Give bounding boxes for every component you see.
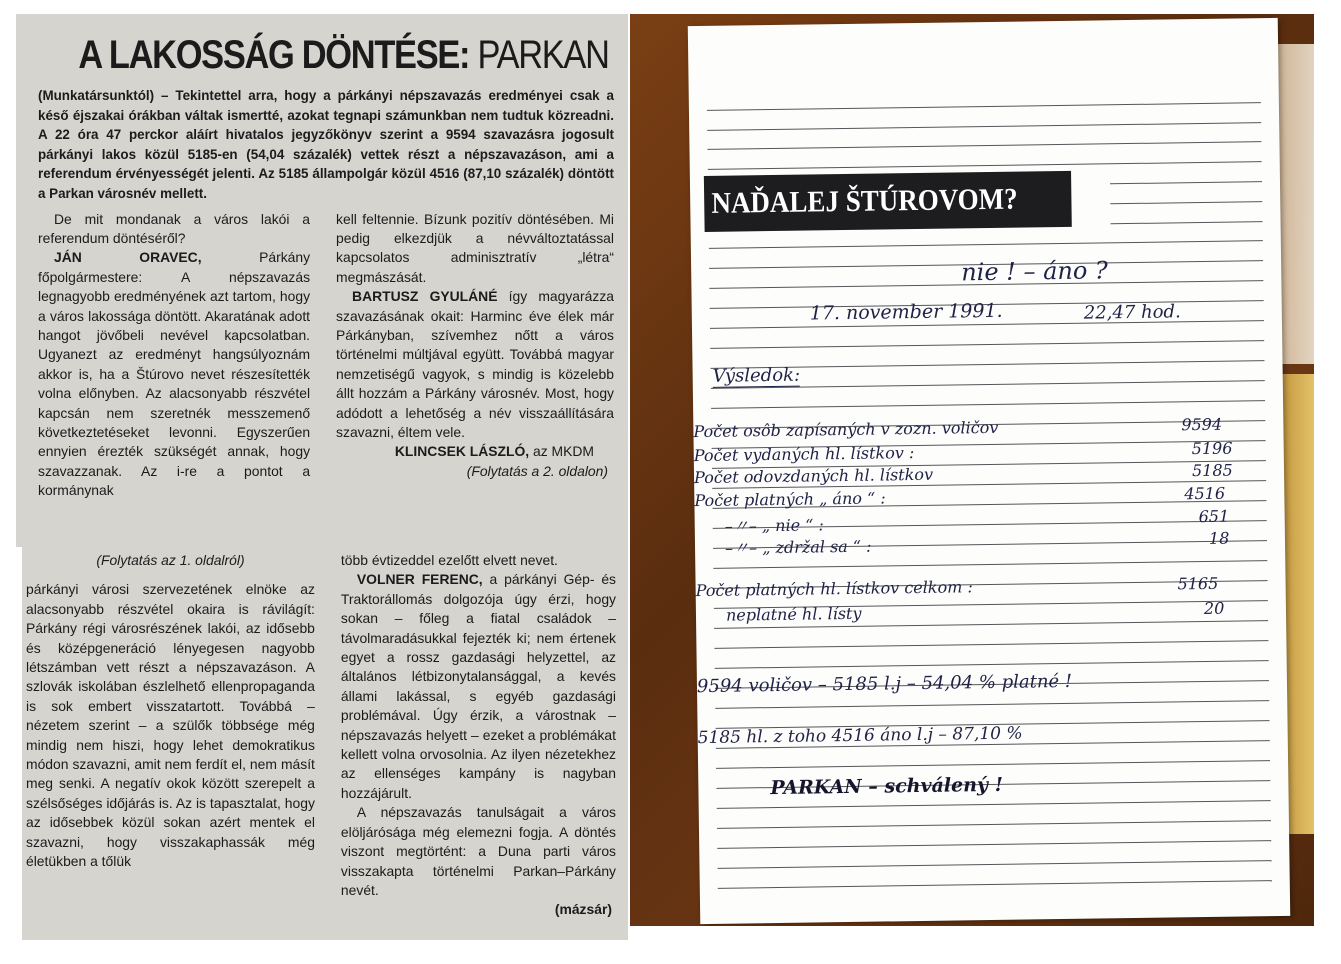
- handwritten-results-label: Výsledok:: [712, 364, 801, 387]
- ruled-line: [707, 141, 1261, 150]
- result-row-value: 5196: [1191, 438, 1233, 459]
- ruled-line: [717, 800, 1271, 809]
- handwritten-summary-yes: 5185 hl. z toho 4516 áno l.j – 87,10 %: [697, 723, 1023, 749]
- col1-paragraph: [38, 248, 310, 500]
- sheet-title-clipping: NAĎALEJ ŠTÚROVOM?: [704, 171, 1072, 232]
- col1-intro: De mit mondanak a város lakói a referendum döntéséről?: [38, 210, 311, 246]
- result-row-value: 5185: [1191, 460, 1233, 481]
- result-row-label: Počet osôb zapísaných v zozn. voličov: [693, 417, 999, 442]
- article-columns-top: [38, 210, 614, 501]
- article-author: (mázsár): [554, 901, 612, 918]
- handwritten-verdict: PARKAN – schválený !: [770, 773, 1004, 800]
- col2-signature-rest: az MKDM: [529, 443, 594, 460]
- article-column-4: [341, 551, 616, 920]
- col4-text: a párkányi Gép- és Traktorállomás dolgozója úgy érzi, hogy sokan – főleg a fiatal családok – távolmaradásukkal fejezték ki; nem értenek egyet a rossz gazdasági helyzettel, az általános létbizonytalansággal, a kevés állami lakással, s egyéb gazdasági problémával. Úgy érzik, a várostnak – népszavazás helyett – ezeket a problémákat kellett volna orvosolnia. Az ilyen nézetekhez az ellenséges kampány is nagyban hozzájárult.: [340, 571, 617, 801]
- result-row-label: –〃– „ zdržal sa “ :: [724, 536, 872, 558]
- result-row-value: 9594: [1181, 414, 1223, 435]
- col2-paragraph: [336, 287, 614, 442]
- article-lead: (Munkatársunktól) – Tekintettel arra, hogy a párkányi népszavazás eredményei csak a késő éjszakai órákban váltak ismertté, azokat tegnapi számunkban nem tudtuk közreadni. A 22 óra 47 perckor aláírt hivatalos jegyzőkönyv szerint a 9594 szavazásra jogosult párkányi lakos közül 5185-en (54,04 százalék) vettek részt a népszavazáson, ami a referendum érvényességét jelenti. Az 5185 állampolgár közül 4516 (87,10 százalék) döntött a Parkan városnév mellett.: [38, 88, 614, 201]
- photo-of-tally-sheet: [630, 14, 1314, 926]
- continued-from-page-1: (Folytatás az 1. oldalról): [96, 552, 245, 568]
- ruled-line: [710, 340, 1264, 349]
- result-row-label: Počet platných hl. lístkov celkom :: [695, 577, 973, 601]
- ruled-line: [709, 240, 1263, 249]
- speaker-name: KLINCSEK LÁSZLÓ,: [394, 443, 530, 460]
- newspaper-clipping-bottom: [22, 545, 628, 940]
- article-column-1: [38, 210, 310, 501]
- col1-text: Párkány főpolgármestere: A népszavazás legnagyobb eredményének azt tartom, hogy a város lakossága döntött. Akaratának adott hangot jövőbeli nevével kapcsolatban. Ugyanezt az eredményt hangsúlyoznám akkor is, ha a Štúrovo nevet részesítették volna előnyben. Az alacsonyabb részvétel kapcsán nem szeretnék messzemenő következtetéseket levonni. Egyszerűen ennyien érezték szükségét annak, hogy szavazzanak. Az i-re a pontot a kormánynak: [38, 249, 311, 499]
- result-row-label: Počet vydaných hl. lístkov :: [693, 443, 915, 466]
- handwritten-date: 17. november 1991.: [809, 299, 1003, 325]
- result-row-value: 5165: [1177, 573, 1219, 594]
- speaker-name: VOLNER FERENC,: [356, 571, 483, 588]
- col2-text: így magyarázza szavazásának okait: Harminc éve élek már Párkányban, szívemhez nőtt a város történelmi múltjával együtt. Továbbá magyar nemzetiségű vagyok, s mindig is közelebb állt hozzám a Párkány városnév. Most, hogy adódott a lehetőség a név visszaállítására szavazni, éltem vele.: [336, 288, 614, 441]
- ruled-line: [708, 161, 1262, 170]
- result-row-value: 651: [1198, 506, 1230, 527]
- ruled-line: [711, 400, 1265, 409]
- handwritten-summary-turnout: 9594 voličov – 5185 l.j – 54,04 % platné !: [696, 670, 1073, 698]
- ruled-line: [716, 760, 1270, 769]
- ruled-line: [707, 122, 1261, 131]
- col3-text: párkányi városi szervezetének elnöke az alacsonyabb részvétel okaira is rávilágít: Párkány régi városrészének lakói, az idősebb és középgeneráció lényegesen nagyobb létszámban vett részt a népszavazáson. A szlovák iskolában észlelhető ellenpropaganda is sok embert visszatartott. Továbbá – nézetem szerint – a szülők többsége még mindig nem hiszi, hogy lehet demokratikus módon szavazni, amit nem ferdít el, nem másít meg senki. A negatív okok között szerepelt a szélsőséges időjárás is. Az is tapasztalat, hogy az idősebbek közül sokan azért mentek el szavazni, hogy visszakaphassák még életükben a tőlük: [26, 581, 315, 870]
- ruled-line: [715, 700, 1269, 709]
- col2-continuation: kell feltennie. Bízunk pozitív döntésében. Mi pedig elkezdjük a névváltoztatással kapcsolatos adminisztratív „létra“ megmászását.: [336, 210, 614, 285]
- ruled-line: [707, 102, 1261, 111]
- ruled-line: [717, 840, 1271, 849]
- article-column-2: [336, 210, 614, 501]
- result-row-value: 20: [1203, 598, 1225, 619]
- handwritten-time: 22,47 hod.: [1083, 301, 1181, 324]
- result-row-value: 4516: [1184, 483, 1226, 504]
- headline-bold: A LAKOSSÁG DÖNTÉSE:: [78, 33, 470, 77]
- ruled-line: [1111, 221, 1263, 224]
- article-headline: [78, 32, 609, 78]
- speaker-name: JÁN ORAVEC,: [54, 249, 202, 266]
- headline-light: PARKAN: [477, 33, 609, 77]
- result-row-label: Počet odovzdaných hl. lístkov: [693, 464, 934, 488]
- col4-conclusion: A népszavazás tanulságait a város elöljárósága még elemezni fogja. A döntés viszont megtörtént: a Duna parti város visszakapta történelmi Parkan–Párkány nevét.: [340, 804, 616, 898]
- ruled-line: [718, 880, 1272, 889]
- ruled-paper-sheet: [688, 18, 1290, 924]
- col4-paragraph: [341, 570, 616, 803]
- col4-continuation: több évtizeddel ezelőtt elvett nevet.: [340, 552, 558, 568]
- speaker-name: BARTUSZ GYULÁNÉ: [352, 288, 498, 305]
- ruled-line: [713, 560, 1267, 569]
- result-row-value: 18: [1208, 528, 1230, 548]
- ruled-line: [714, 640, 1268, 649]
- continued-on-page-2: (Folytatás a 2. oldalon): [466, 462, 608, 479]
- ruled-line: [717, 820, 1271, 829]
- ruled-line: [1110, 201, 1262, 204]
- ruled-line: [1110, 181, 1262, 184]
- col2-signature: [336, 442, 594, 461]
- result-row-label: neplatné hl. lísty: [725, 603, 862, 625]
- result-row-label: Počet platných „ áno “ :: [694, 488, 886, 511]
- article-column-3: [26, 551, 315, 920]
- newspaper-clipping-top: [16, 14, 628, 547]
- ruled-line: [715, 660, 1269, 669]
- handwritten-question: nie ! – áno ?: [961, 256, 1108, 287]
- ruled-line: [718, 860, 1272, 869]
- result-row-label: –〃– „ nie “ :: [724, 515, 824, 536]
- article-columns-bottom: [26, 551, 616, 920]
